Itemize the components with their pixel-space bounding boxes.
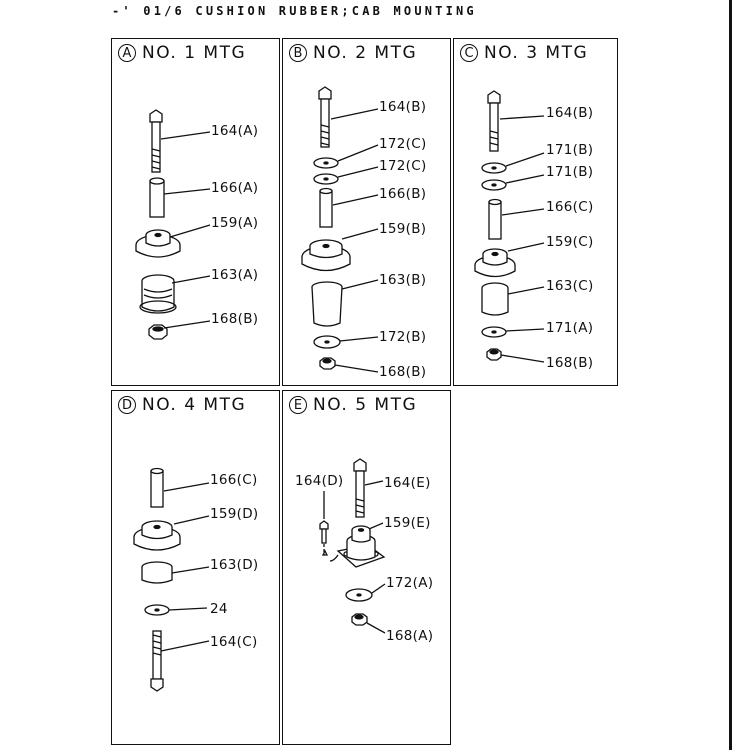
- no5-parts-drawing: [283, 391, 452, 746]
- panel-no2-mtg: [282, 38, 451, 386]
- part-label: 168(B): [211, 311, 259, 327]
- part-label: 168(B): [379, 364, 427, 380]
- washer-part: [314, 336, 340, 348]
- panel-title-text: NO. 4 MTG: [142, 395, 247, 415]
- part-label: 166(C): [210, 472, 258, 488]
- part-label: 164(E): [384, 475, 431, 491]
- panel-no4-mtg: [111, 390, 280, 745]
- nut-part: [487, 349, 501, 360]
- part-label: 166(B): [379, 186, 427, 202]
- panel-letter-badge: B: [289, 44, 307, 62]
- part-label: 164(A): [211, 123, 259, 139]
- cushion-lower-part: [482, 283, 508, 315]
- part-label: 159(C): [546, 234, 594, 250]
- washer-part: [482, 327, 506, 337]
- washer-part: [314, 158, 338, 168]
- bolt-part: [150, 110, 162, 172]
- cushion-upper-part: [136, 230, 180, 257]
- panel-letter-badge: D: [118, 396, 136, 414]
- bolt-part: [319, 87, 331, 147]
- cushion-upper-part: [475, 249, 515, 277]
- part-label: 163(A): [211, 267, 259, 283]
- part-label: 172(B): [379, 329, 427, 345]
- part-label: 163(B): [379, 272, 427, 288]
- cushion-lower-part: [140, 275, 176, 313]
- washer-part: [482, 180, 506, 190]
- collar-part: [150, 178, 164, 217]
- part-label: 159(A): [211, 215, 259, 231]
- nut-part: [149, 325, 167, 339]
- part-label: 159(B): [379, 221, 427, 237]
- page-edge-line: [729, 0, 732, 750]
- cushion-lower-part: [312, 282, 342, 326]
- part-label: 163(C): [546, 278, 594, 294]
- part-label: 171(B): [546, 164, 594, 180]
- panel-title-text: NO. 5 MTG: [313, 395, 418, 415]
- part-label: 159(E): [384, 515, 431, 531]
- panel-letter-badge: A: [118, 44, 136, 62]
- washer-part: [145, 605, 169, 615]
- bolt-part: [488, 91, 500, 151]
- bolt-part: [354, 459, 366, 517]
- washer-part: [482, 163, 506, 173]
- part-label: 168(B): [546, 355, 594, 371]
- bolt-part: [151, 631, 163, 691]
- washer-part: [314, 174, 338, 184]
- nut-part: [352, 614, 367, 625]
- part-label: 172(A): [386, 575, 434, 591]
- part-label: 159(D): [210, 506, 259, 522]
- panel-title-text: NO. 2 MTG: [313, 43, 418, 63]
- part-label: 171(A): [546, 320, 594, 336]
- collar-part: [151, 469, 163, 508]
- part-label: 163(D): [210, 557, 259, 573]
- collar-part: [489, 200, 501, 240]
- bracket-cushion-part: [338, 526, 384, 567]
- no3-parts-drawing: [454, 39, 619, 387]
- part-label: 172(C): [379, 158, 427, 174]
- part-label: 166(A): [211, 180, 259, 196]
- no1-parts-drawing: [112, 39, 281, 387]
- part-label: 164(C): [210, 634, 258, 650]
- part-label: 166(C): [546, 199, 594, 215]
- part-label: 24: [210, 601, 228, 617]
- panel-no5-mtg: [282, 390, 451, 745]
- cushion-upper-part: [302, 240, 350, 271]
- panel-title-text: NO. 3 MTG: [484, 43, 589, 63]
- cushion-upper-part: [134, 521, 180, 550]
- page-heading: -' 01/6 CUSHION RUBBER;CAB MOUNTING: [112, 4, 477, 18]
- cushion-lower-part: [142, 562, 172, 583]
- no2-parts-drawing: [283, 39, 452, 387]
- panel-no1-mtg: [111, 38, 280, 386]
- part-label: 164(D): [295, 473, 344, 489]
- nut-part: [320, 358, 335, 369]
- part-label: 171(B): [546, 142, 594, 158]
- part-label: 168(A): [386, 628, 434, 644]
- collar-part: [320, 189, 332, 228]
- panel-letter-badge: E: [289, 396, 307, 414]
- part-label: 164(B): [379, 99, 427, 115]
- part-label: 172(C): [379, 136, 427, 152]
- panel-title-text: NO. 1 MTG: [142, 43, 247, 63]
- part-label: 164(B): [546, 105, 594, 121]
- panel-letter-badge: C: [460, 44, 478, 62]
- small-bolt-part: [320, 521, 328, 555]
- panel-no3-mtg: [453, 38, 618, 386]
- washer-part: [346, 589, 372, 601]
